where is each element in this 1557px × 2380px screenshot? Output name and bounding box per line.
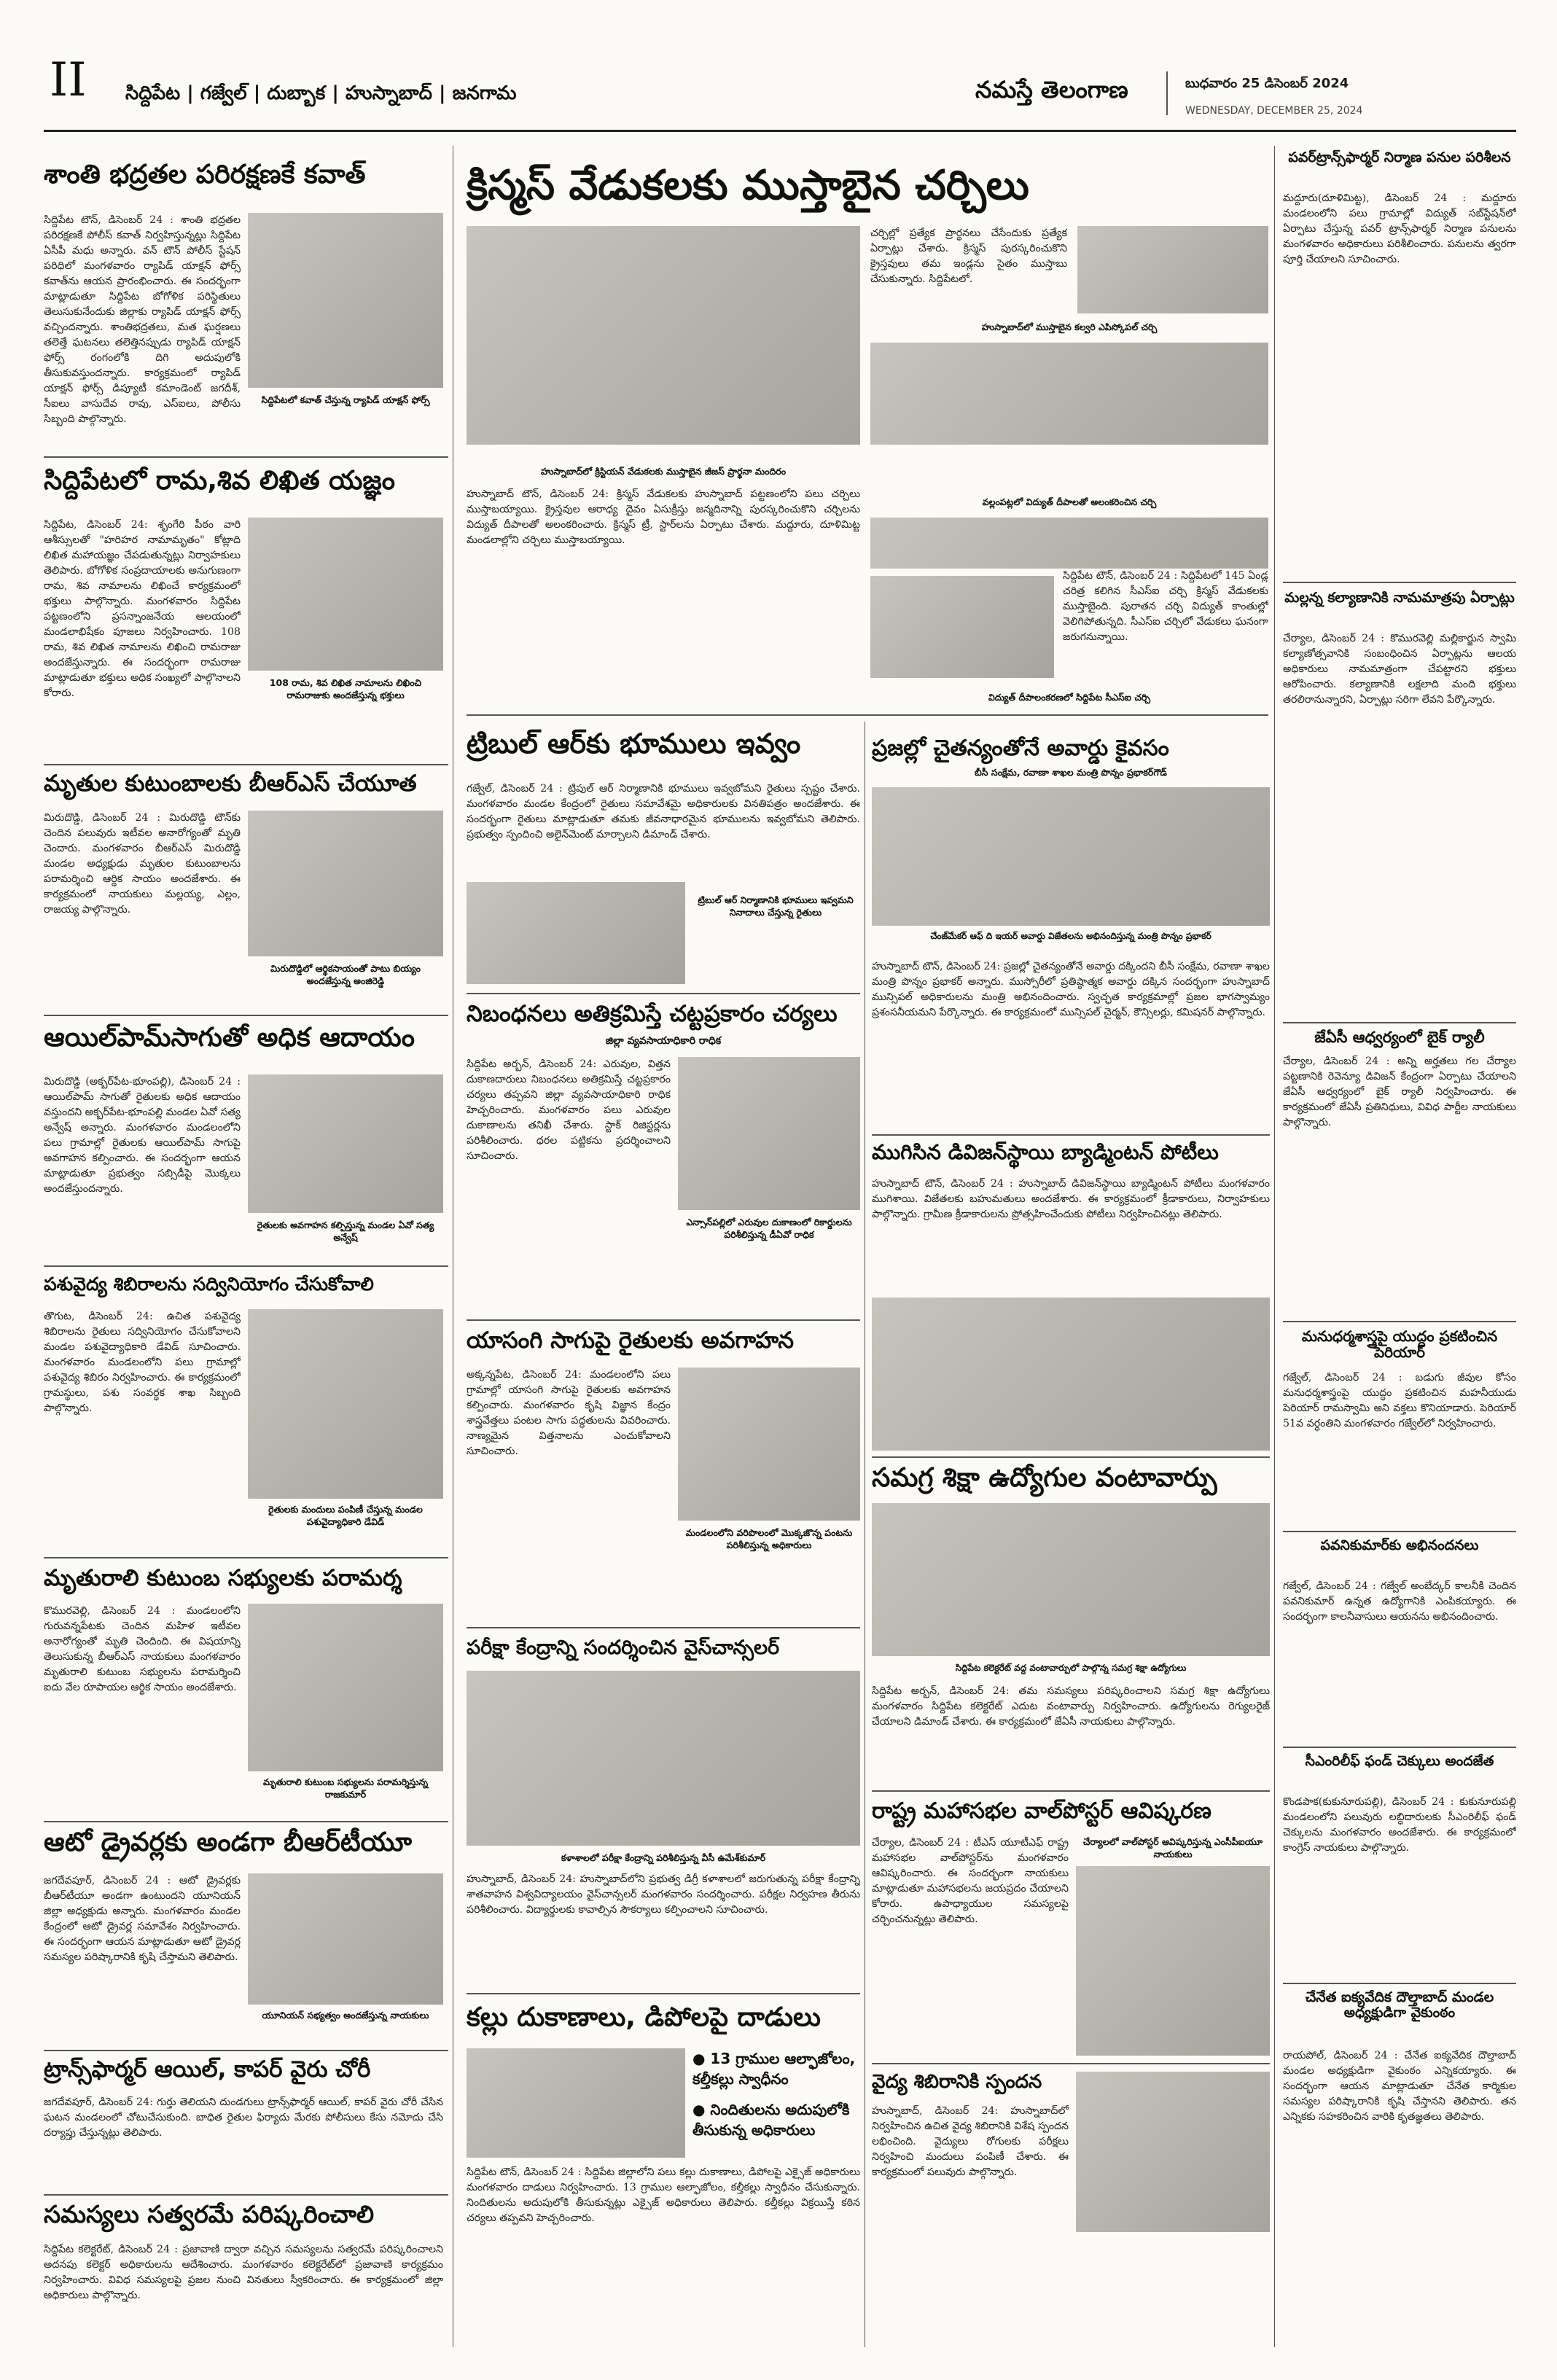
headline-mallanna: మల్లన్న కల్యాణానికి నామమాత్రపు ఏర్పాట్లు	[1284, 590, 1515, 606]
masthead-divider	[1166, 71, 1168, 115]
article-mallanna-body: చేర్యాల, డిసెంబర్ 24 : కొమురవెల్లి మల్లికార్జున స్వామి కల్యాణోత్సవానికి సంబంధించిన ఏర్పాట్లను ఆలయ అధికారులు నామమాత్రంగా చేపట్టారని భక్తులు ఆరోపించారు. కల్యాణానికి లక్షలాది మంది భక్తులు తరలిరానున్నారని, ఏర్పాట్లు సరిగా లేవని పేర్కొన్నారు.	[1283, 633, 1516, 706]
divider	[872, 1134, 1270, 1136]
divider	[467, 714, 1268, 716]
divider	[467, 993, 860, 994]
headline-award: ప్రజల్లో చైతన్యంతోనే అవార్డు కైవసం	[872, 736, 1169, 761]
article-handloom-body: రాయపోల్, డిసెంబర్ 24 : చేనేత ఐక్యవేదిక దౌల్తాబాద్ మండల అధ్యక్షుడిగా వైకుంఠం ఎన్నికయ్యారు. ఈ సందర్భంగా ఆయన మాట్లాడుతూ చేనేత కార్మికుల సమస్యల పరిష్కారానికి కృషి చేస్తానని తెలిపారు. తన ఎన్నికకు సహకరించిన వారికి కృతజ్ఞతలు తెలిపారు.	[1283, 2050, 1516, 2123]
headline-badminton: ముగిసిన డివిజన్‌స్థాయి బ్యాడ్మింటన్ పోటీలు	[872, 1140, 1219, 1164]
headline-wall-poster: రాష్ట్ర మహాసభల వాల్‌పోస్టర్ ఆవిష్కరణ	[872, 1798, 1211, 1824]
lead-caption-4: విద్యుత్ దీపాలంకరణలో సిద్దిపేట సీఎస్ఐ చర్చి	[988, 692, 1151, 703]
headline-bike-rally: జేఏసీ ఆధ్వర్యంలో బైక్ ర్యాలీ	[1314, 1029, 1485, 1046]
article-yasangi-body: అక్కన్నపేట, డిసెంబర్ 24: మండలంలోని పలు గ్రామాల్లో యాసంగి సాగుపై రైతులకు అవగాహన కల్పించారు. మంగళవారం కృషి విజ్ఞాన కేంద్రం శాస్త్రవేత్తలు పంటల సాగు పద్ధతులను వివరించారు. నాణ్యమైన విత్తనాలను ఎంచుకోవాలని సూచించారు.	[467, 1369, 671, 1457]
photo-vantavarpu	[872, 1503, 1270, 1656]
headline-brs-support: మృతుల కుటుంబాలకు బీఆర్ఎస్ చేయూత	[44, 770, 417, 797]
subhead-rules-action: జిల్లా వ్యవసాయాధికారి రాధిక	[605, 1035, 722, 1047]
article-rrr-lands-body: గజ్వేల్, డిసెంబర్ 24 : ట్రిపుల్ ఆర్ నిర్మాణానికి భూములు ఇవ్వబోమని రైతులు స్పష్టం చేశారు. మంగళవారం మండల కేంద్రంలో రైతులు సమావేశమై అధికారులకు వినతిపత్రం అందజేశారు. ఈ సందర్భంగా రైతులు మాట్లాడుతూ తమకు జీవనాధారమైన భూములను ఇవ్వబోమని తెలిపారు. ప్రభుత్వం స్పందించి అలైన్‌మెంట్ మార్చాలని డిమాండ్ చేశారు.	[467, 783, 860, 840]
masthead: నమస్తే తెలంగాణ	[975, 76, 1128, 104]
article-oilpalm-body: మిరుదొడ్డి (అక్బర్‌పేట-భూంపల్లి), డిసెంబర్ 24 : ఆయిల్‌పామ్ సాగుతో రైతులకు అధిక ఆదాయం వస్తుందని అక్బర్‌పేట-భూంపల్లి మండల ఏవో సత్య అన్వేష్ అన్నారు. మంగళవారం మండలంలోని పలు గ్రామాల్లో రైతులకు ఆయిల్‌పామ్ సాగుపై అవగాహన కల్పించారు. ఈ సందర్భంగా ఆయన మాట్లాడుతూ ప్రభుత్వం సబ్సిడీపై మొక్కలు అందజేస్తుందన్నారు.	[44, 1076, 241, 1195]
divider	[44, 1557, 448, 1558]
caption-oilpalm: రైతులకు అవగాహన కల్పిస్తున్న మండల ఏవో సత్య అన్వేష్	[257, 1220, 434, 1243]
photo-badminton	[872, 1298, 1270, 1451]
headline-vet-camp: పశువైద్య శిబిరాలను సద్వినియోగం చేసుకోవాలి	[44, 1273, 374, 1295]
article-grievances-body: సిద్దిపేట కలెక్టరేట్, డిసెంబర్ 24 : ప్రజావాణి ద్వారా వచ్చిన సమస్యలను సత్వరమే పరిష్కరించాలని అదనపు కలెక్టర్ అధికారులను ఆదేశించారు. మంగళవారం కలెక్టరేట్‌లో ప్రజావాణి కార్యక్రమం నిర్వహించారు. వివిధ సమస్యలపై ప్రజల నుంచి వినతులు స్వీకరించారు. ఈ కార్యక్రమంలో జిల్లా అధికారులు పాల్గొన్నారు.	[44, 2244, 443, 2301]
divider	[467, 1627, 860, 1628]
article-pavani-kumar-body: గజ్వేల్, డిసెంబర్ 24 : గజ్వేల్ అంబేద్కర్ కాలనీకి చెందిన పవనికుమార్ ఉన్నత ఉద్యోగానికి ఎంపికయ్యారు. ఈ సందర్భంగా కాలనీవాసులు ఆయనను అభినందించారు.	[1283, 1580, 1516, 1623]
caption-wall-poster: చేర్యాలలో వాల్‌పోస్టర్ ఆవిష్కరిస్తున్న ఎంసీపీఐయూ నాయకులు	[1082, 1836, 1263, 1860]
headline-power-transformer: పవర్‌ట్రాన్స్‌ఫార్మర్ నిర్మాణ పనుల పరిశీలన	[1288, 149, 1511, 165]
photo-auto-drivers	[248, 1873, 443, 2005]
article-yagnam-body: సిద్దిపేట, డిసెంబర్ 24: శృంగేరి పీఠం వారి ఆశీస్సులతో "హరిహర నామామృతం" కోట్లాది లిఖిత మహాయజ్ఞం చేపడుతున్నట్లు నిర్వాహకులు తెలిపారు. బోగోళిక సంప్రదాయాలకు అనుగుణంగా రామ, శివ నామాలను లిఖించే కార్యక్రమంలో భక్తులు పాల్గొన్నారు. మంగళవారం సిద్దిపేట పట్టణంలోని ప్రసన్నాంజనేయ ఆలయంలో మండలాభిషేకం పూజలు నిర్వహించారు. 108 రామ, శివ లిఖిత నామాలను లిఖించి రామరాజు అందజేస్తున్నారు. ఈ సందర్భంగా రామరాజు మాట్లాడుతూ భక్తులు అధిక సంఖ్యలో పాల్గొనాలని కోరారు.	[44, 519, 241, 699]
headline-grievances: సమస్యలు సత్వరమే పరిష్కరించాలి	[44, 2200, 375, 2228]
article-auto-drivers-body: జగదేవపూర్, డిసెంబర్ 24 : ఆటో డ్రైవర్లకు బీఆర్‌టీయూ అండగా ఉంటుందని యూనియన్ జిల్లా అధ్యక్షుడు అన్నారు. మంగళవారం మండల కేంద్రంలో ఆటో డ్రైవర్ల సమావేశం నిర్వహించారు. ఈ సందర్భంగా ఆయన మాట్లాడుతూ ఆటో డ్రైవర్ల సమస్యల పరిష్కారానికి కృషి చేస్తామని తెలిపారు.	[44, 1875, 241, 1963]
article-rules-action-body: సిద్దిపేట అర్బన్, డిసెంబర్ 24: ఎరువుల, విత్తన దుకాణదారులు నిబంధనలు అతిక్రమిస్తే చట్టప్రకారం చర్యలు తప్పవని జిల్లా వ్యవసాయాధికారి రాధిక హెచ్చరించారు. మంగళవారం పలు ఎరువుల దుకాణాలను తనిఖీ చేశారు. స్టాక్ రిజిస్టర్లను పరిశీలించారు. ధరల పట్టికను ప్రదర్శించాలని సూచించారు.	[467, 1058, 671, 1162]
divider	[1283, 582, 1516, 583]
headline-handloom: చేనేత ఐక్యవేదిక దౌల్తాబాద్ మండల అధ్యక్షుడిగా వైకుంఠం	[1305, 1989, 1494, 2021]
divider	[1283, 1531, 1516, 1532]
divider	[44, 1821, 448, 1822]
article-power-transformer-body: మద్దూరు(దూళిమిట్ట), డిసెంబర్ 24 : మద్దూరు మండలంలోని పలు గ్రామాల్లో విద్యుత్ సబ్‌స్టేషన్‌లో ఏర్పాటు చేస్తున్న పవర్ ట్రాన్స్‌ఫార్మర్ నిర్మాణ పనులను మంగళవారం అధికారులు పరిశీలించారు. పనులను త్వరగా పూర్తి చేయాలని సూచించారు.	[1283, 192, 1516, 265]
photo-yagnam	[248, 518, 443, 671]
region-list: సిద్దిపేట | గజ్వేల్ | దుబ్బాక | హుస్నాబాద్ | జనగామ	[125, 82, 517, 104]
divider	[44, 456, 448, 458]
divider	[872, 1790, 1270, 1792]
divider	[44, 764, 448, 765]
article-toddy-raids-body: సిద్దిపేట టౌన్, డిసెంబర్ 24 : సిద్దిపేట జిల్లాలోని పలు కల్లు దుకాణాలు, డిపోలపై ఎక్సైజ్ అధికారులు మంగళవారం దాడులు నిర్వహించారు. 13 గ్రాముల ఆల్ఫాజోలం, కల్తీకల్లు స్వాధీనం చేసుకున్నారు. నిందితులను అదుపులోకి తీసుకున్నట్లు ఎక్సైజ్ అధికారులు తెలిపారు. కల్తీకల్లు విక్రయిస్తే కఠిన చర్యలు తప్పవని హెచ్చరించారు.	[467, 2166, 860, 2224]
article-wall-poster-body: చేర్యాల, డిసెంబర్ 24 : టీఎస్ యూటీఎఫ్ రాష్ట్ర మహాసభల వాల్‌పోస్టర్‌ను మంగళవారం ఆవిష్కరించారు. ఈ సందర్భంగా నాయకులు మాట్లాడుతూ మహాసభలను జయప్రదం చేయాలని కోరారు. ఉపాధ్యాయుల సమస్యలపై చర్చించనున్నట్లు తెలిపారు.	[872, 1837, 1069, 1925]
bullet-text: 13 గ్రాముల ఆల్ఫాజోలం, కల్తీకల్లు స్వాధీనం	[692, 2050, 856, 2088]
article-condolence-body: కొమురవెల్లి, డిసెంబర్ 24 : మండలంలోని గురువన్నపేటకు చెందిన మహిళ ఇటీవల అనారోగ్యంతో మృతి చెందింది. ఈ విషయాన్ని తెలుసుకున్న బీఆర్ఎస్ నాయకులు మంగళవారం మృతురాలి కుటుంబ సభ్యులను పరామర్శించి ఐదు వేల రూపాయల ఆర్థిక సాయం అందజేశారు.	[44, 1605, 241, 1693]
date-te: బుధవారం 25 డిసెంబర్ 2024	[1185, 76, 1349, 91]
headline-auto-drivers: ఆటో డ్రైవర్లకు అండగా బీఆర్‌టీయూ	[44, 1827, 413, 1857]
divider	[1283, 1983, 1516, 1984]
lead-headline: క్రిస్మస్ వేడుకలకు ముస్తాబైన చర్చిలు	[467, 162, 1029, 209]
headline-transformer-theft: ట్రాన్స్‌ఫార్మర్ ఆయిల్, కాపర్ వైరు చోరీ	[44, 2056, 371, 2083]
photo-exam-center	[467, 1671, 860, 1846]
lead-body-3: సిద్దిపేట టౌన్, డిసెంబర్ 24 : సిద్దిపేటలో 145 ఏండ్ల చరిత్ర కలిగిన సీఎస్ఐ చర్చి క్రిస్మస్ వేడుకలకు ముస్తాబైంది. పురాతన చర్చి విద్యుత్ కాంతుల్లో వెలిగిపోతున్నది. సీఎస్ఐ చర్చిలో వేడుకలు ఘనంగా జరుగనున్నాయి.	[1063, 570, 1268, 643]
bullet-arrest	[692, 2099, 860, 2140]
article-cmrf-cheques-body: కొండపాక(కుకునూరుపల్లి), డిసెంబర్ 24 : కుకునూరుపల్లి మండలంలోని పలువురు లబ్ధిదారులకు సీఎంరిలీఫ్ ఫండ్ చెక్కులను మంగళవారం అందజేశారు. ఈ కార్యక్రమంలో కాంగ్రెస్ నాయకులు పాల్గొన్నారు.	[1283, 1796, 1516, 1854]
caption-auto-drivers: యూనియన్ సభ్యత్వం అందజేస్తున్న నాయకులు	[262, 2010, 429, 2021]
photo-brs-support	[248, 811, 443, 956]
headline-periyar: మనుధర్మశాస్త్రపై యుద్ధం ప్రకటించిన పెరియార్	[1301, 1327, 1498, 1361]
divider	[467, 1993, 860, 1994]
photo-condolence	[248, 1604, 443, 1771]
headline-pavani-kumar: పవనికుమార్‌కు అభినందనలు	[1320, 1537, 1479, 1553]
photo-yasangi-field	[678, 1367, 860, 1521]
photo-wall-poster	[1076, 1866, 1270, 2056]
article-periyar-body: గజ్వేల్, డిసెంబర్ 24 : బడుగు జీవుల కోసం మనుధర్మశాస్త్రంపై యుద్ధం ప్రకటించిన మహనీయుడు పెరియార్ రామస్వామి అని వక్తలు కొనియాడారు. పెరియార్ 51వ వర్ధంతిని మంగళవారం గజ్వేల్‌లో నిర్వహించారు.	[1283, 1372, 1516, 1429]
photo-csi-church	[870, 576, 1054, 678]
divider	[872, 2063, 1270, 2064]
lead-caption-3: వల్లంపట్లలో విద్యుత్ దీపాలతో అలంకరించిన చర్చి	[982, 496, 1157, 507]
header-rule	[44, 130, 1516, 132]
caption-vantavarpu: సిద్దిపేట కలెక్టరేట్ వద్ద వంటావార్పులో పాల్గొన్న సమగ్ర శిక్షా ఉద్యోగులు	[955, 1663, 1187, 1673]
article-vantavarpu-body: సిద్దిపేట అర్బన్, డిసెంబర్ 24: తమ సమస్యలు పరిష్కరించాలని సమగ్ర శిక్షా ఉద్యోగులు మంగళవారం సిద్దిపేట కలెక్టరేట్ ఎదుట వంటావార్పు నిర్వహించారు. ఉద్యోగులను రెగ్యులరైజ్ చేయాలని డిమాండ్ చేశారు. ఈ కార్యక్రమంలో జేఏసీ నాయకులు పాల్గొన్నారు.	[872, 1685, 1270, 1728]
divider	[44, 1265, 448, 1267]
article-transformer-theft-body: జగదేవపూర్, డిసెంబర్ 24: గుర్తు తెలియని దుండగులు ట్రాన్స్‌ఫార్మర్ ఆయిల్, కాపర్ వైరు చోరీ చేసిన ఘటన మండలంలో చోటుచేసుకుంది. బాధిత రైతుల ఫిర్యాదు మేరకు పోలీసులు కేసు నమోదు చేసి దర్యాప్తు చేస్తున్నట్లు తెలిపారు.	[44, 2096, 443, 2139]
caption-vet-camp: రైతులకు మందులు పంపిణీ చేస్తున్న మండల పశువైద్యాధికారి డేవిడ్	[268, 1504, 423, 1527]
article-bike-rally-body: చేర్యాల, డిసెంబర్ 24 : అన్ని అర్హతలు గల చేర్యాల పట్టణానికి రెవెన్యూ డివిజన్ కేంద్రంగా ఏర్పాటు చేయాలని జేఏసీ ఆధ్వర్యంలో బైక్ ర్యాలీ నిర్వహించారు. ఈ కార్యక్రమంలో జేఏసీ ప్రతినిధులు, వివిధ పార్టీల నాయకులు పాల్గొన్నారు.	[1283, 1056, 1516, 1128]
photo-fertilizer-shop	[678, 1057, 860, 1210]
headline-rrr-lands: ట్రిబుల్ ఆర్‌కు భూములు ఇవ్వం	[467, 727, 801, 760]
page-number: II	[50, 53, 87, 107]
headline-toddy-raids: కల్లు దుకాణాలు, డిపోలపై దాడులు	[467, 2002, 821, 2032]
caption-brs-support: మిరుదొడ్డిలో ఆర్థికసాయంతో పాటు బియ్యం అందజేస్తున్న అంజిరెడ్డి	[270, 963, 421, 986]
caption-yagnam: 108 రామ, శివ లిఖిత నామాలను లిఖించి రామరాజుకు అందజేస్తున్న భక్తులు	[269, 677, 422, 701]
photo-rapid-action-force	[248, 213, 443, 388]
photo-rrr-farmers	[467, 882, 685, 984]
headline-kavath: శాంతి భద్రతల పరిరక్షణకే కవాత్	[44, 160, 366, 190]
bullet-alprazolam	[692, 2048, 860, 2089]
divider	[44, 2050, 448, 2051]
headline-medical-camp: వైద్య శిబిరానికి స్పందన	[872, 2071, 1042, 2093]
article-kavath-body: సిద్దిపేట టౌన్, డిసెంబర్ 24 : శాంతి భద్రతల పరిరక్షణకే పోలీస్ కవాత్ నిర్వహిస్తున్నట్లు సిద్దిపేట ఏసీపీ మధు అన్నారు. వన్ టౌన్ పోలీస్ స్టేషన్ పరిధిలో మంగళవారం ర్యాపిడ్ యాక్షన్ ఫోర్స్ కవాత్‌ను ఆయన ప్రారంభించారు. ఈ సందర్భంగా మాట్లాడుతూ సిద్దిపేట బోగోళిక పరిస్థితులు తెలుసుకునేందుకు జిల్లాకు ర్యాపిడ్ యాక్షన్ ఫోర్స్ వచ్చిందన్నారు. శాంతిభద్రతలు, మత ఘర్షణలు తలెత్తే ఘటనలు తలెత్తినప్పుడు ర్యాపిడ్ యాక్షన్ ఫోర్స్ రంగంలోకి దిగి అదుపులోకి తీసుకువస్తుందన్నారు. కార్యక్రమంలో ర్యాపిడ్ యాక్షన్ ఫోర్స్ డిప్యూటీ కమాండెంట్ జగదీశ్, సీఐలు వాసుదేవ రావు, ఎస్ఐలు, పోలీసు సిబ్బంది పాల్గొన్నారు.	[44, 214, 241, 425]
bullet-icon: ●	[692, 2101, 711, 2118]
caption-fertilizer-shop: ఎన్సాన్‌పల్లిలో ఎరువుల దుకాణంలో రికార్డులను పరిశీలిస్తున్న డీఏవో రాధిక	[686, 1217, 852, 1240]
article-brs-support-body: మిరుదొడ్డి, డిసెంబర్ 24 : మిరుదొడ్డి టౌన్‌కు చెందిన పలువురు ఇటీవల అనారోగ్యంతో మృతి చెందారు. మంగళవారం బీఆర్ఎస్ మిరుదొడ్డి మండల అధ్యక్షుడు మృతుల కుటుంబాలను పరామర్శించి ఆర్థిక సాయం అందజేశారు. ఈ కార్యక్రమంలో నాయకులు మల్లయ్య, ఎల్లం, రాజయ్య పాల్గొన్నారు.	[44, 812, 241, 916]
bullet-text: నిందితులను అదుపులోకి తీసుకున్న అధికారులు	[692, 2101, 850, 2139]
divider	[1283, 1321, 1516, 1322]
caption-award: చేంజ్‌మేకర్ ఆఫ్ ది ఇయర్ అవార్డు విజేతలను అభినందిస్తున్న మంత్రి పొన్నం ప్రభాకర్	[930, 931, 1211, 941]
photo-oilpalm	[248, 1074, 443, 1213]
photo-kalvari-church	[467, 226, 860, 445]
lead-body-2: హుస్నాబాద్ టౌన్, డిసెంబర్ 24: క్రిస్మస్ వేడుకలకు హుస్నాబాద్ పట్టణంలోని పలు చర్చిలు ముస్తాబయ్యాయి. క్రైస్తవుల ఆరాధ్య దైవం ఏసుక్రీస్తు జన్మదినాన్ని పురస్కరించుకొని చర్చిలను విద్యుత్ దీపాలతో అలంకరించారు. క్రిస్మస్ ట్రీ, స్టార్‌లను ఏర్పాటు చేశారు. మద్దూరు, దూళిమిట్ట మండలాల్లోని చర్చిలు ముస్తాబయ్యాయి.	[467, 488, 860, 546]
photo-husnabad-church	[870, 343, 1268, 445]
article-vet-camp-body: తొగుట, డిసెంబర్ 24: ఉచిత పశువైద్య శిబిరాలను రైతులు సద్వినియోగం చేసుకోవాలని మండల పశువైద్యాధికారి డేవిడ్ సూచించారు. మంగళవారం మండలంలోని పలు గ్రామాల్లో పశువైద్య శిబిరం నిర్వహించారు. ఈ కార్యక్రమంలో గ్రామస్థులు, పశు సంవర్ధక శాఖ సిబ్బంది పాల్గొన్నారు.	[44, 1311, 241, 1414]
headline-cmrf-cheques: సీఎంరిలీఫ్ ఫండ్ చెక్కులు అందజేత	[1305, 1753, 1494, 1769]
photo-vallampatla-church	[870, 518, 1268, 569]
photo-medical-camp	[1076, 2072, 1270, 2232]
divider	[44, 1015, 448, 1016]
divider	[872, 1456, 1270, 1458]
photo-church-lights	[1077, 226, 1268, 313]
caption-exam-center: కళాశాలలో పరీక్షా కేంద్రాన్ని పరిశీలిస్తున్న వీసీ ఉమేశ్‌కుమార్	[561, 1852, 766, 1863]
article-vice-chancellor-body: హుస్నాబాద్, డిసెంబర్ 24: హుస్నాబాద్‌లోని ప్రభుత్వ డిగ్రీ కళాశాలలో జరుగుతున్న పరీక్షా కేంద్రాన్ని శాతవాహన విశ్వవిద్యాలయం వైస్‌చాన్సలర్ మంగళవారం సందర్శించారు. పరీక్షల నిర్వహణ తీరును పరిశీలించారు. విద్యార్థులకు కావాల్సిన సౌకర్యాలు కల్పించాలని సూచించారు.	[467, 1873, 860, 1916]
photo-vet-camp	[248, 1309, 443, 1499]
headline-oilpalm: ఆయిల్‌పామ్‌సాగుతో అధిక ఆదాయం	[44, 1023, 415, 1053]
article-medical-camp-body: హుస్నాబాద్, డిసెంబర్ 24: హుస్నాబాద్‌లో నిర్వహించిన ఉచిత వైద్య శిబిరానికి విశేష స్పందన లభించింది. వైద్యులు రోగులకు పరీక్షలు నిర్వహించి మందులు పంపిణీ చేశారు. ఈ కార్యక్రమంలో పలువురు పాల్గొన్నారు.	[872, 2105, 1069, 2178]
divider	[1283, 1022, 1516, 1023]
headline-condolence: మృతురాలి కుటుంబ సభ్యులకు పరామర్శ	[44, 1565, 402, 1591]
headline-yasangi: యాసంగి సాగుపై రైతులకు అవగాహన	[467, 1327, 794, 1354]
caption-kavath: సిద్దిపేటలో కవాత్ చేస్తున్న ర్యాపిడ్ యాక్షన్ ఫోర్స్	[261, 394, 430, 405]
date-en: WEDNESDAY, DECEMBER 25, 2024	[1185, 105, 1363, 117]
lead-caption-1: హుస్నాబాద్‌లో ముస్తాబైన కల్వరి ఎపిస్కోపల్ చర్చి	[981, 321, 1158, 332]
headline-rules-action: నిబంధనలు అతిక్రమిస్తే చట్టప్రకారం చర్యలు	[467, 1001, 838, 1027]
subhead-award: బీసీ సంక్షేమ, రవాణా శాఖల మంత్రి పొన్నం ప్రభాకర్‌గౌడ్	[975, 767, 1167, 778]
divider	[44, 2194, 448, 2196]
headline-yagnam: సిద్దిపేటలో రామ,శివ లిఖిత యజ్ఞం	[44, 466, 395, 496]
headline-vantavarpu: సమగ్ర శిక్షా ఉద్యోగుల వంటావార్పు	[872, 1463, 1217, 1493]
headline-vice-chancellor: పరీక్షా కేంద్రాన్ని సందర్శించిన వైస్‌చాన్సలర్	[467, 1636, 780, 1659]
lead-caption-2: హుస్నాబాద్‌లో క్రిస్టియన్ వేడుకలకు ముస్తాబైన జీజస్ ప్రార్థనా మందిరం	[540, 466, 787, 477]
article-badminton-body: హుస్నాబాద్ టౌన్, డిసెంబర్ 24 : హుస్నాబాద్ డివిజన్‌స్థాయి బ్యాడ్మింటన్ పోటీలు మంగళవారం ముగిశాయి. విజేతలకు బహుమతులు అందజేశారు. ఈ కార్యక్రమంలో క్రీడాకారులు, నిర్వాహకులు పాల్గొన్నారు. గ్రామీణ క్రీడాకారులను ప్రోత్సహించేందుకు పోటీలు నిర్వహించినట్లు తెలిపారు.	[872, 1178, 1270, 1220]
bullet-icon: ●	[692, 2050, 711, 2067]
divider	[1283, 1747, 1516, 1748]
lead-body-1: చర్చిల్లో ప్రత్యేక ప్రార్థనలు చేసేందుకు ప్రత్యేక ఏర్పాట్లు చేశారు. క్రిస్మస్ పురస్కరించుకొని క్రైస్తవులు తమ ఇండ్లను సైతం ముస్తాబు చేసుకున్నారు. సిద్దిపేటలో.	[870, 227, 1067, 285]
article-award-body: హుస్నాబాద్ టౌన్, డిసెంబర్ 24: ప్రజల్లో చైతన్యంతోనే అవార్డు దక్కిందని బీసీ సంక్షేమ, రవాణా శాఖల మంత్రి పొన్నం ప్రభాకర్ అన్నారు. ముస్సోరీలో ప్రతిష్ఠాత్మక అవార్డు దక్కిన సందర్భంగా హుస్నాబాద్ మున్సిపల్ అధికారులను మంత్రి అభినందించారు. స్వచ్ఛత కార్యక్రమాల్లో ప్రజల భాగస్వామ్యం ప్రశంసనీయమని పేర్కొన్నారు. ఈ కార్యక్రమంలో మున్సిపల్ చైర్మన్, కౌన్సిలర్లు, కమిషనర్ పాల్గొన్నారు.	[872, 961, 1270, 1018]
column-separator	[1274, 146, 1275, 2347]
caption-yasangi-field: మండలంలోని వరిపొలంలో మొక్కజొన్న పంటను పరిశీలిస్తున్న అధికారులు	[685, 1527, 853, 1550]
photo-toddy-raids	[467, 2048, 685, 2158]
caption-rrr-farmers: ట్రిబుల్ ఆర్ నిర్మాణానికి భూములు ఇవ్వమని నినాదాలు చేస్తున్న రైతులు	[698, 894, 854, 918]
photo-award	[872, 787, 1270, 926]
divider	[467, 1319, 860, 1321]
caption-condolence: మృతురాలి కుటుంబ సభ్యులను పరామర్శిస్తున్న రాజకుమార్	[262, 1776, 429, 1800]
